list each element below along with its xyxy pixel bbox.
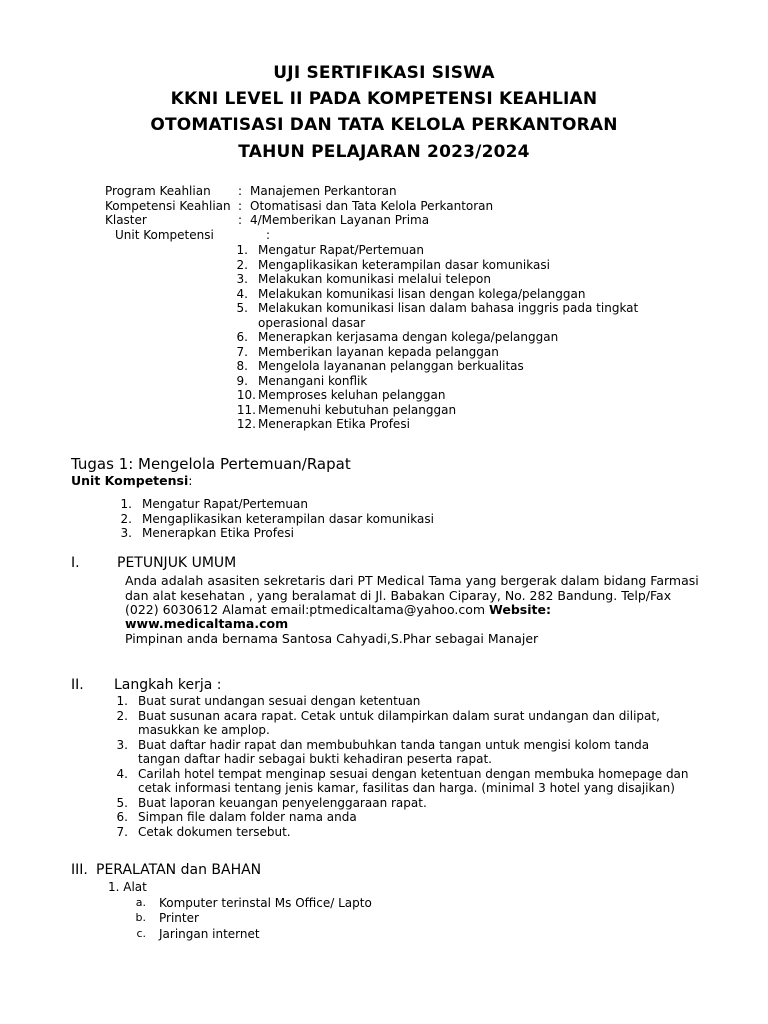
section-3-title: PERALATAN dan BAHAN bbox=[96, 862, 262, 878]
list-item: Simpan file dalam folder nama anda bbox=[138, 810, 357, 824]
kompetensi-value: Otomatisasi dan Tata Kelola Perkantoran bbox=[250, 199, 494, 213]
list-item: Melakukan komunikasi lisan dengan kolega/pelanggan bbox=[258, 287, 586, 301]
list-item: Melakukan komunikasi melalui telepon bbox=[258, 272, 491, 286]
list-item: Menangani konflik bbox=[258, 374, 368, 388]
list-item-number: 5. bbox=[116, 796, 128, 810]
list-item-continuation: operasional dasar bbox=[258, 316, 366, 330]
list-item-number: 4. bbox=[236, 287, 248, 301]
list-item: Mengaplikasikan keterampilan dasar komunikasi bbox=[142, 512, 434, 526]
program-label: Program Keahlian bbox=[105, 184, 211, 198]
list-item: Memproses keluhan pelanggan bbox=[258, 388, 446, 402]
list-item-number: 6. bbox=[236, 330, 248, 344]
list-item-letter: a. bbox=[135, 896, 146, 909]
list-item: Menerapkan Etika Profesi bbox=[258, 417, 410, 431]
doc-title-line-4: TAHUN PELAJARAN 2023/2024 bbox=[238, 142, 530, 162]
list-item: Buat susunan acara rapat. Cetak untuk dilampirkan dalam surat undangan dan dilipat, bbox=[138, 709, 660, 723]
list-item-number: 11. bbox=[236, 403, 256, 417]
list-item-number: 7. bbox=[116, 825, 128, 839]
contact-text: (022) 6030612 Alamat email:ptmedicaltama@yahoo.com bbox=[125, 602, 490, 617]
list-item-number: 4. bbox=[116, 767, 128, 781]
kompetensi-label: Kompetensi Keahlian bbox=[105, 199, 231, 213]
section-3-number: III. bbox=[71, 862, 88, 878]
list-item: Komputer terinstal Ms Office/ Lapto bbox=[159, 896, 372, 910]
list-item: Printer bbox=[159, 911, 199, 925]
list-item-continuation: masukkan ke amplop. bbox=[138, 723, 270, 737]
list-item: Menerapkan kerjasama dengan kolega/pelanggan bbox=[258, 330, 559, 344]
section-2-number: II. bbox=[71, 677, 84, 693]
list-item: Mengaplikasikan keterampilan dasar komunikasi bbox=[258, 258, 550, 272]
program-value: Manajemen Perkantoran bbox=[250, 184, 397, 198]
kompetensi-colon: : bbox=[238, 199, 243, 213]
list-item: Mengelola layananan pelanggan berkualitas bbox=[258, 359, 524, 373]
list-item-number: 5. bbox=[236, 301, 248, 315]
tugas-title: Tugas 1: Mengelola Pertemuan/Rapat bbox=[71, 455, 351, 473]
list-item-number: 9. bbox=[236, 374, 248, 388]
list-item-number: 3. bbox=[120, 526, 132, 540]
list-item-number: 2. bbox=[116, 709, 128, 723]
klaster-colon: : bbox=[238, 213, 243, 227]
petunjuk-line-2: dan alat kesehatan , yang beralamat di Jl. Babakan Ciparay, No. 282 Bandung. Telp/Fax bbox=[125, 588, 672, 603]
klaster-value: 4/Memberikan Layanan Prima bbox=[250, 213, 430, 227]
petunjuk-line-5: Pimpinan anda bernama Santosa Cahyadi,S.Phar sebagai Manajer bbox=[125, 631, 539, 646]
list-item-number: 3. bbox=[236, 272, 248, 286]
list-item-number: 1. bbox=[120, 497, 132, 511]
list-item: Melakukan komunikasi lisan dalam bahasa inggris pada tingkat bbox=[258, 301, 639, 315]
list-item-number: 8. bbox=[236, 359, 248, 373]
alat-subheading: 1. Alat bbox=[108, 880, 147, 894]
list-item: Memenuhi kebutuhan pelanggan bbox=[258, 403, 457, 417]
list-item-number: 6. bbox=[116, 810, 128, 824]
list-item: Mengatur Rapat/Pertemuan bbox=[258, 243, 424, 257]
doc-title-line-3: OTOMATISASI DAN TATA KELOLA PERKANTORAN bbox=[150, 115, 618, 135]
list-item: Buat surat undangan sesuai dengan ketentuan bbox=[138, 694, 421, 708]
list-item-number: 12. bbox=[236, 417, 256, 431]
petunjuk-line-1: Anda adalah asasiten sekretaris dari PT Medical Tama yang bergerak dalam bidang Farmasi bbox=[125, 573, 699, 588]
list-item: Buat daftar hadir rapat dan membubuhkan tanda tangan untuk mengisi kolom tanda bbox=[138, 738, 650, 752]
list-item: Mengatur Rapat/Pertemuan bbox=[142, 497, 308, 511]
list-item-number: 1. bbox=[116, 694, 128, 708]
list-item-number: 7. bbox=[236, 345, 248, 359]
tugas-unit-colon: : bbox=[188, 473, 193, 488]
list-item-number: 2. bbox=[120, 512, 132, 526]
doc-title-line-2: KKNI LEVEL II PADA KOMPETENSI KEAHLIAN bbox=[170, 89, 598, 109]
list-item: Carilah hotel tempat menginap sesuai dengan ketentuan dengan membuka homepage dan bbox=[138, 767, 689, 781]
unit-kompetensi-colon: : bbox=[266, 228, 271, 242]
section-1-number: I. bbox=[71, 555, 80, 571]
list-item-number: 3. bbox=[116, 738, 128, 752]
unit-kompetensi-label: Unit Kompetensi bbox=[115, 228, 214, 242]
list-item: Memberikan layanan kepada pelanggan bbox=[258, 345, 499, 359]
list-item: Jaringan internet bbox=[159, 927, 260, 941]
list-item: Buat laporan keuangan penyelenggaraan rapat. bbox=[138, 796, 427, 810]
section-2-title: Langkah kerja : bbox=[114, 677, 222, 693]
list-item-number: 10. bbox=[236, 388, 256, 402]
tugas-unit-label-text: Unit Kompetensi bbox=[71, 473, 189, 488]
website-label: Website: bbox=[489, 602, 551, 617]
list-item-continuation: tangan daftar hadir sebagai bukti kehadiran peserta rapat. bbox=[138, 752, 492, 766]
list-item-letter: c. bbox=[136, 927, 146, 940]
list-item-number: 2. bbox=[236, 258, 248, 272]
program-colon: : bbox=[238, 184, 243, 198]
list-item-letter: b. bbox=[135, 911, 146, 924]
list-item-continuation: cetak informasi tentang jenis kamar, fasilitas dan harga. (minimal 3 hotel yang disajikan) bbox=[138, 781, 675, 795]
website-link: www.medicaltama.com bbox=[125, 616, 289, 631]
list-item-number: 1. bbox=[236, 243, 248, 257]
list-item: Menerapkan Etika Profesi bbox=[142, 526, 294, 540]
section-1-title: PETUNJUK UMUM bbox=[117, 555, 237, 571]
tugas-unit-label bbox=[71, 474, 192, 489]
doc-title-line-1: UJI SERTIFIKASI SISWA bbox=[273, 63, 495, 83]
klaster-label: Klaster bbox=[105, 213, 147, 227]
list-item: Cetak dokumen tersebut. bbox=[138, 825, 291, 839]
